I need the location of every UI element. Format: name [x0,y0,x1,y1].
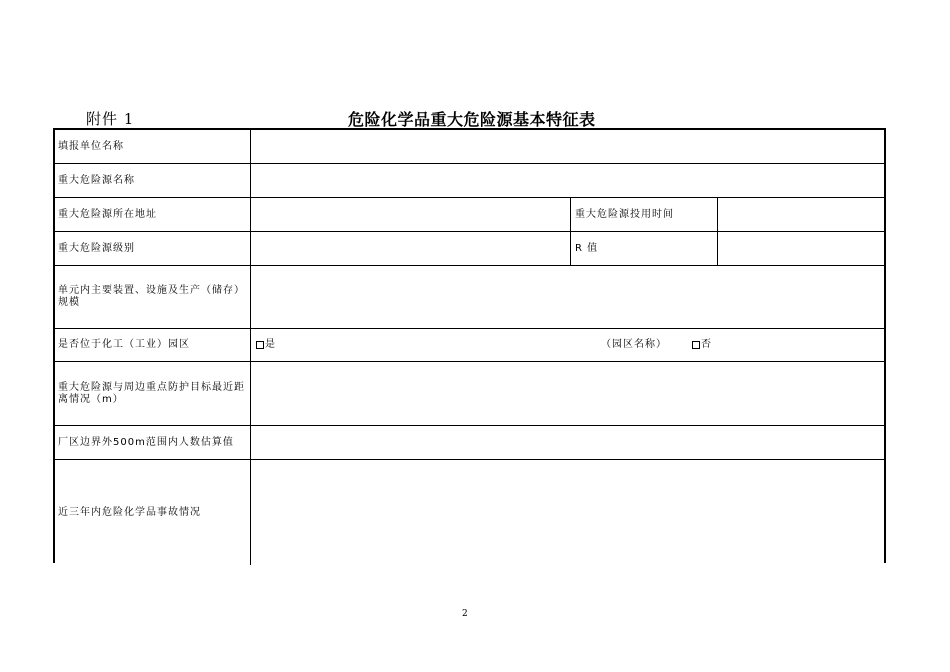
row-label: 重大危险源名称 [55,164,251,197]
annex-label: 附件 1 [86,110,135,128]
option-no-label: 否 [701,339,712,350]
value-cell[interactable] [718,198,884,231]
table-row [55,232,884,266]
value-cell [251,329,884,361]
table-row [55,329,884,362]
checkbox-icon[interactable] [256,341,264,349]
table-row [55,426,884,460]
page-number: 2 [462,609,468,619]
row-label: 单元内主要装置、设施及生产（储存）规模 [55,266,251,328]
value-cell[interactable] [251,130,884,163]
row-label: 重大危险源与周边重点防护目标最近距离情况（m） [55,362,251,425]
value-cell[interactable] [251,362,884,425]
value-cell[interactable] [251,164,884,197]
row-label: 厂区边界外500m范围内人数估算值 [55,426,251,459]
checkbox-icon[interactable] [692,341,700,349]
row-label: 重大危险源所在地址 [55,198,251,231]
table-row [55,130,884,164]
option-no[interactable] [692,329,712,361]
row-label: 填报单位名称 [55,130,251,163]
row-label: 近三年内危险化学品事故情况 [55,460,251,565]
option-yes-label: 是 [265,339,276,350]
value-cell[interactable] [251,426,884,459]
form-title: 危险化学品重大危险源基本特征表 [348,110,596,129]
table-row [55,198,884,232]
park-name-label: （园区名称） [601,339,667,350]
table-row [55,362,884,426]
value-cell[interactable] [251,198,571,231]
value-cell[interactable] [251,266,884,328]
value-cell[interactable] [251,232,571,265]
row-label: 重大危险源投用时间 [571,198,718,231]
value-cell[interactable] [718,232,884,265]
option-yes[interactable] [256,329,276,361]
row-label: 重大危险源级别 [55,232,251,265]
row-label: 是否位于化工（工业）园区 [55,329,251,361]
row-label: R 值 [571,232,718,265]
value-cell[interactable] [251,460,884,565]
table-row [55,266,884,329]
table-row [55,460,884,565]
table-row [55,164,884,198]
feature-table [53,128,886,563]
